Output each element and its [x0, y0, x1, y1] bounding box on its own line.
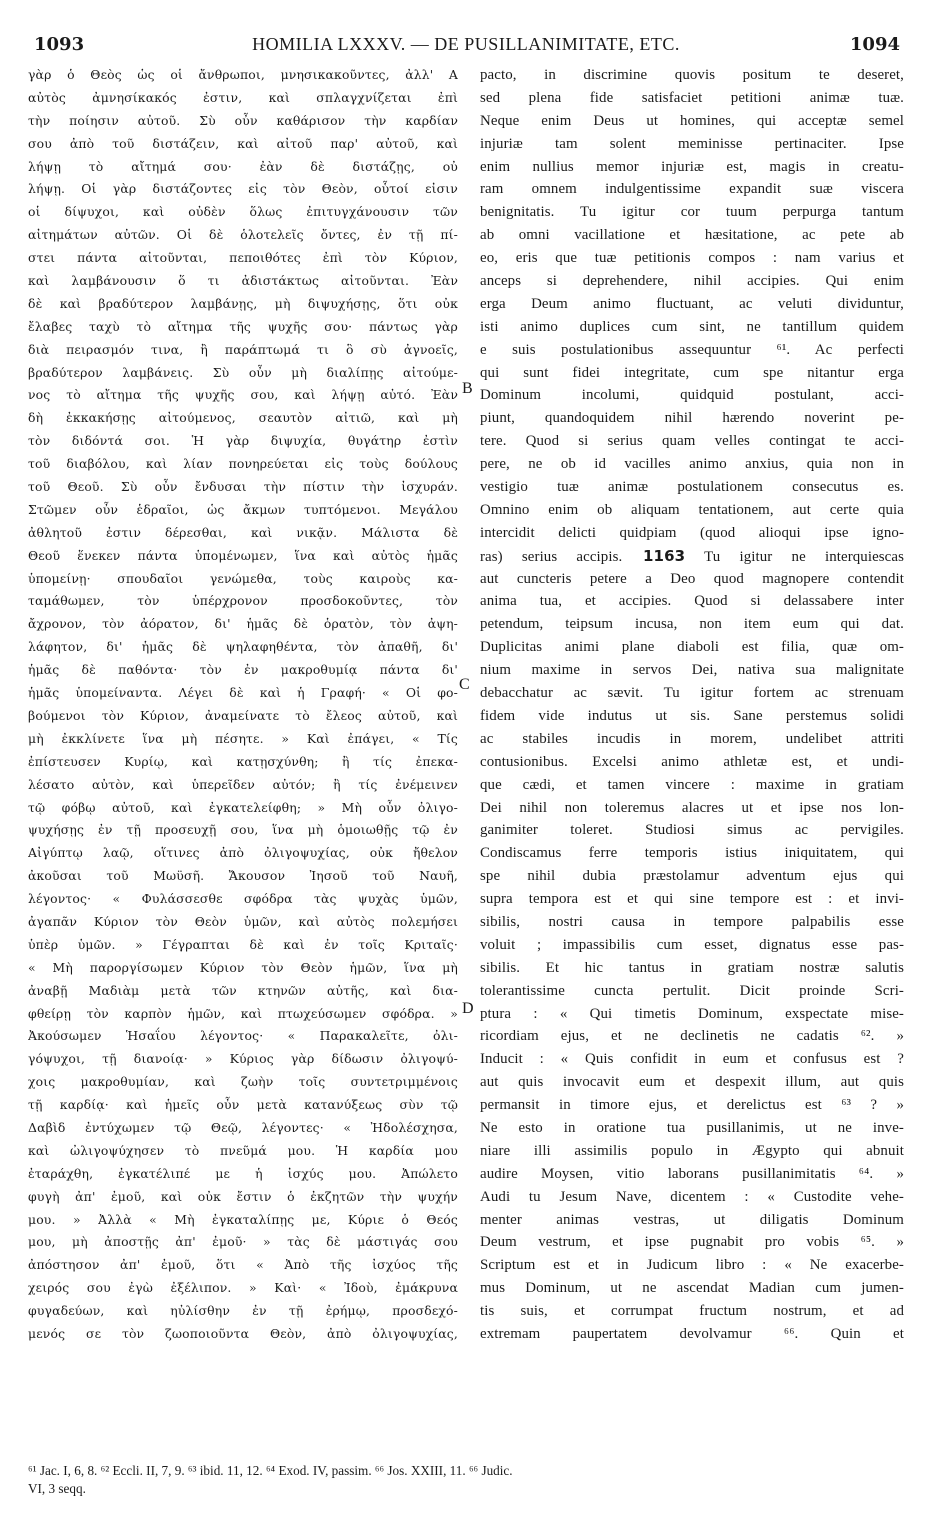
- greek-text-line: αἰτημάτων αὐτῶν. Οἱ δὲ ὁλοτελεῖς ὄντες, ἐν τῇ πί-: [28, 227, 458, 243]
- greek-text-line: φυγαδεύων, καὶ ηὐλίσθην ἐν τῇ ἐρήμῳ, προσδεχό-: [28, 1303, 458, 1319]
- column-marker: 1163: [622, 546, 686, 565]
- greek-text-line: Ἀκούσωμεν Ἡσαΐου λέγοντος· « Παρακαλεῖτε, ὀλι-: [28, 1028, 458, 1044]
- greek-text-line: δὴ ἐκκακήσῃς αἰτούμενος, σεαυτὸν αἰτιῶ, καὶ μὴ: [28, 410, 458, 426]
- greek-text-line: λάφητον, δι' ἡμᾶς δὲ ψηλαφηθέντα, τὸν ἀπαθῆ, δι': [28, 639, 458, 655]
- latin-text-line: Dominum incolumi, quidquid postulant, acci-: [480, 387, 904, 404]
- greek-text-line: οἱ δίψυχοι, καὶ οὐδὲν ὅλως ἐπιτυγχάνουσιν τῶν: [28, 204, 458, 220]
- latin-text-line: sed plena fide satisfaciet petitioni animæ tuæ.: [480, 89, 904, 106]
- latin-text-line: voluit ; impassibilis cum esset, dignatus esse pas-: [480, 936, 904, 953]
- footnote-line: VI, 3 seqq.: [28, 1481, 86, 1496]
- latin-text-line: ac stabiles incudis in morem, undelibet attriti: [480, 730, 904, 747]
- greek-text-line: ταμάθωμεν, τὸν ὑπέρχρονον προσδοκοῦντες, τὸν: [28, 593, 458, 609]
- latin-text-line: ab omni vacillatione et hæsitatione, ac pete ab: [480, 227, 904, 244]
- greek-text-line: γόψυχοι, τῇ διανοίᾳ· » Κύριος γὰρ δίδωσιν ὀλιγοψύ-: [28, 1051, 458, 1067]
- latin-text-line: pere, ne ob id vacilles animo anxius, quia non in: [480, 456, 904, 473]
- greek-text-line: αὐτὸς ἀμνησίκακός ἐστιν, καὶ σπλαγχνίζεται ἐπὶ: [28, 89, 458, 105]
- latin-text-line: qui sunt fidei integritate, cum spe nitantur erga: [480, 364, 904, 381]
- latin-text-line: contusionibus. Excelsi animo athletæ est, et undi-: [480, 753, 904, 770]
- greek-text-line: μὴ ἐκκλίνετε ἵνα μὴ πέσητε. » Καὶ ἐπάγει, « Τίς: [28, 730, 458, 746]
- latin-text-line: tolerantissime cuncta pertulit. Dicit proinde Scri-: [480, 982, 904, 999]
- greek-text-line: ἀκοῦσαι τοῦ Μωϋσῆ. Ἄκουσον Ἰησοῦ τοῦ Ναυῆ,: [28, 868, 458, 884]
- latin-text-line: Scriptum est et in Judicum libro : « Ne exacerbe-: [480, 1257, 904, 1274]
- greek-text-line: ἀθλητοῦ ἐστιν δέρεσθαι, καὶ νικᾷν. Μάλιστα δὲ: [28, 524, 458, 540]
- greek-text-line: τῇ καρδίᾳ· καὶ ἡμεῖς οὖν μετὰ κατανύξεως σὺν τῷ: [28, 1097, 458, 1113]
- latin-text-line: Deum vestrum, et ipse pugnabit pro vobis ⁶⁵. »: [480, 1234, 904, 1251]
- greek-text-line: χοις μακροθυμίαν, καὶ ζωὴν τοῖς συντετριμμένοις: [28, 1074, 458, 1090]
- latin-text-line: ganimiter toleret. Studiosi simus ac pervigiles.: [480, 822, 904, 839]
- latin-line-tail: Tu igitur ne interquiescas: [685, 548, 904, 565]
- greek-text-line: στει πάντα αἰτοῦνται, πεποιθότες ἐπὶ τὸν Κύριον,: [28, 250, 458, 266]
- latin-text-line: permansit in timore ejus, et derelictus est ⁶³ ? »: [480, 1097, 904, 1114]
- latin-text-line: piunt, quandoquidem nihil hærendo noverint pe-: [480, 410, 904, 427]
- latin-text-line: injuriæ tam solent meminisse pertinaciter. Ipse: [480, 135, 904, 152]
- margin-letter-c: C: [459, 676, 470, 693]
- latin-text-line: Condiscamus ferre temporis istius iniquitatem, qui: [480, 845, 904, 862]
- greek-text-line: Στῶμεν οὖν ἑδραῖοι, ὡς ἄκμων τυπτόμενοι. Μεγάλου: [28, 501, 458, 517]
- page-header: [28, 34, 904, 60]
- greek-text-line: ἐταράχθη, ἐγκατέλιπέ με ἡ ἰσχύς μου. Ἀπώλετο: [28, 1165, 458, 1181]
- greek-text-line: σου ἀπὸ τοῦ διστάζειν, καὶ αἰτοῦ παρ' αὐτοῦ, καὶ: [28, 135, 458, 151]
- greek-text-line: λήψῃ. Οἱ γὰρ διστάζοντες εἰς τὸν Θεὸν, οὗτοί εἰσιν: [28, 181, 458, 197]
- latin-text-line: benignitatis. Tu igitur cor tuum perpurga tantum: [480, 204, 904, 221]
- latin-text-line: tere. Quod si serius quam velles contingat te acci-: [480, 433, 904, 450]
- greek-text-line: Αἰγύπτῳ λαῷ, οἵτινες ἀπὸ ὀλιγοψυχίας, οὐκ ἤθελον: [28, 845, 458, 861]
- footnote-line: ⁶¹ Jac. I, 6, 8. ⁶² Eccli. II, 7, 9. ⁶³ ibid. 11, 12. ⁶⁴ Exod. IV, passim. ⁶⁶ Jos. XXIII, 11. ⁶⁶ Judic.: [28, 1463, 513, 1478]
- latin-text-line: Inducit : « Quis confidit in eum et confusus est ?: [480, 1051, 904, 1068]
- greek-text-line: καὶ λαμβάνουσιν ὅ τι ἀδιστάκτως αἰτοῦνται. Ἐὰν: [28, 273, 458, 289]
- latin-text-line: supra tempora est et qui sine tempore est : et invi-: [480, 891, 904, 908]
- greek-text-line: λέγοντος· « Φυλάσσεσθε σφόδρα τὰς ψυχὰς ὑμῶν,: [28, 891, 458, 907]
- greek-text-line: τοῦ διαβόλου, καὶ λίαν πονηρεύεται εἰς τοὺς δούλους: [28, 456, 458, 472]
- latin-text-line: sibilis, nostri causa in tempore palpabilis esse: [480, 913, 904, 930]
- latin-text-line: Neque enim Deus ut homines, qui acceptæ semel: [480, 112, 904, 129]
- greek-text-line: ὑπὲρ ὑμῶν. » Γέγραπται δὲ καὶ ἐν τοῖς Κριταῖς·: [28, 936, 458, 952]
- latin-text-line: vestigio tuæ animæ postulationem consecutus es.: [480, 479, 904, 496]
- greek-text-line: καὶ ὠλιγοψύχησεν τὸ πνεῦμά μου. Ἡ καρδία μου: [28, 1142, 458, 1158]
- latin-text-line: aut cuncteris petere a Deo quod magnopere contendit: [480, 570, 904, 587]
- greek-text-line: μενός σε τὸν ζωοποιοῦντα Θεὸν, ἀπὸ ὀλιγοψυχίας,: [28, 1325, 458, 1341]
- greek-text-line: μου. » Ἀλλὰ « Μὴ ἐγκαταλίπῃς με, Κύριε ὁ Θεός: [28, 1211, 458, 1227]
- greek-text-line: τὸν διδόντά σοι. Ἡ γὰρ διψυχία, θυγάτηρ ἐστὶν: [28, 433, 458, 449]
- latin-text-line: intercidit delicti quidpiam (quod alioqui ipse igno-: [480, 524, 904, 541]
- latin-text-line: niare illi assimilis populo in Ægypto qui abnuit: [480, 1142, 904, 1159]
- greek-text-line: τῷ φόβῳ αὐτοῦ, καὶ ἐγκατελείφθη; » Μὴ οὖν ὀλιγο-: [28, 799, 458, 815]
- margin-letter-d: D: [462, 1000, 474, 1017]
- greek-text-line: ἀναβῇ Μαδιὰμ μετὰ τῶν κτηνῶν αὐτῆς, καὶ δια-: [28, 982, 458, 998]
- latin-text-line: isti animo duplices cum sint, ne tantillum quidem: [480, 318, 904, 335]
- latin-text-line: Audi tu Jesum Nave, dicentem : « Custodite vehe-: [480, 1188, 904, 1205]
- greek-text-line: λήψῃ τὸ αἴτημά σου· ἐὰν δὲ διστάζῃς, οὐ: [28, 158, 458, 174]
- greek-text-line: τὴν ποίησιν αὐτοῦ. Σὺ οὖν καθάρισον τὴν καρδίαν: [28, 112, 458, 128]
- latin-text-line: Dei nihil non toleremus alacres ut et ipse nos lon-: [480, 799, 904, 816]
- latin-text-line: ram omnem indulgentissime expandit suæ viscera: [480, 181, 904, 198]
- latin-text-line: tis suis, et corrumpat fructum nostrum, et ad: [480, 1303, 904, 1320]
- greek-text-line: Θεοῦ ἕνεκεν πάντα ὑπομένωμεν, ἵνα καὶ αὐτὸς ἡμᾶς: [28, 547, 458, 563]
- latin-text-line: anima tua, et accipies. Quod si delassabere inter: [480, 593, 904, 610]
- greek-text-line: φθείρῃ τὸν καρπὸν ἡμῶν, καὶ πτωχεύσωμεν σφόδρα. »: [28, 1005, 458, 1021]
- greek-text-line: λέσατο αὐτὸν, καὶ ὑπερεῖδεν αὐτόν; ἢ τίς ἐνέμεινεν: [28, 776, 458, 792]
- latin-text-line: menter animas vestras, ut diligatis Dominum: [480, 1211, 904, 1228]
- margin-letter-b: B: [462, 380, 473, 397]
- latin-text-line: extremam paupertatem devolvamur ⁶⁶. Quin et: [480, 1325, 904, 1342]
- greek-text-line: ψυχήσῃς ἐν τῇ προσευχῇ σου, ἵνα μὴ ὁμοιωθῇς τῷ ἐν: [28, 822, 458, 838]
- latin-text-line: petendum, teipsum incusa, non item eum qui dat.: [480, 616, 904, 633]
- greek-text-line: γὰρ ὁ Θεὸς ὡς οἱ ἄνθρωποι, μνησικακοῦντες, ἀλλ' A: [28, 67, 458, 82]
- footnotes: [28, 1462, 908, 1498]
- greek-text-line: ἄχρονον, τὸν ἀόρατον, δι' ἡμᾶς δὲ ὁρατὸν, τὸν ἀψη-: [28, 616, 458, 632]
- latin-text-line: anceps si deprehendere, nihil accipies. Qui enim: [480, 273, 904, 290]
- latin-text-line: erga Deum animo fluctuant, ac veluti dividuntur,: [480, 295, 904, 312]
- greek-text-line: ὑπομείνῃ· σπουδαῖοι γενώμεθα, τοὺς καιροὺς κα-: [28, 570, 458, 586]
- latin-text-line: Duplicitas animi plane diaboli est filia, quæ om-: [480, 639, 904, 656]
- latin-text-line: ricordiam ejus, et ne declinetis ne cadatis ⁶². »: [480, 1028, 904, 1045]
- greek-text-line: ἔλαβες ταχὺ τὸ αἴτημα τῆς ψυχῆς σου· πάντως γὰρ: [28, 318, 458, 334]
- latin-column: [480, 64, 904, 1346]
- latin-text-line: spe nihil dubia præstolamur adventum ejus qui: [480, 868, 904, 885]
- greek-text-line: χειρός σου ἐγὼ ἐξέλιπον. » Καὶ· « Ἰδοὺ, ἐμάκρυνα: [28, 1280, 458, 1296]
- greek-text-line: ἡμᾶς δὲ παθόντα· τὸν ἐν μακροθυμίᾳ πάντα δι': [28, 662, 458, 678]
- latin-text-line: Ne esto in oratione tua pusillanimis, ut ne inve-: [480, 1119, 904, 1136]
- greek-column: [28, 64, 458, 1346]
- latin-text-line: mus Dominum, ut ne ascendat Madian cum jumen-: [480, 1280, 904, 1297]
- greek-text-line: μου, μὴ ἀποστῇς ἀπ' ἐμοῦ· » τὰς δὲ μάστιγάς σου: [28, 1234, 458, 1250]
- latin-text-line: ras) serius accipis. 1163 Tu igitur ne interquiescas: [480, 546, 904, 565]
- latin-text-line: Omnino enim ob aliquam tentationem, aut certe quia: [480, 501, 904, 518]
- latin-text-line: enim nullius memor injuriæ est, magis in creatu-: [480, 158, 904, 175]
- latin-text-line: ptura : « Qui timetis Dominum, exspectate mise-: [480, 1005, 904, 1022]
- greek-text-line: Δαβὶδ ἐντύχωμεν τῷ Θεῷ, λέγοντες· « Ἠδολέσχησα,: [28, 1119, 458, 1135]
- greek-text-line: ἡμᾶς ὑπομείναντα. Λέγει δὲ καὶ ἡ Γραφή· « Οἱ φο-: [28, 685, 458, 701]
- greek-text-line: ἀγαπᾶν Κύριον τὸν Θεὸν ὑμῶν, καὶ αὐτὸς πολεμήσει: [28, 913, 458, 929]
- latin-text-line: nium maxime in servos Dei, nativa sua malignitate: [480, 662, 904, 679]
- greek-text-line: νος τὸ αἴτημα τῆς ψυχῆς σου, καὶ λήψῃ αὐτό. Ἐὰν: [28, 387, 458, 403]
- greek-text-line: « Μὴ παροργίσωμεν Κύριον τὸν Θεὸν ἡμῶν, ἵνα μὴ: [28, 959, 458, 975]
- greek-text-line: τοῦ Θεοῦ. Σὺ οὖν ἔνδυσαι τὴν πίστιν τὴν ἰσχυράν.: [28, 479, 458, 495]
- greek-text-line: βούμενοι τὸν Κύριον, ἀναμείνατε τὸ ἔλεος αὐτοῦ, καὶ: [28, 707, 458, 723]
- greek-text-line: φυγὴ ἀπ' ἐμοῦ, καὶ οὐκ ἔστιν ὁ ἐκζητῶν τὴν ψυχήν: [28, 1188, 458, 1204]
- greek-text-line: βραδύτερον λαμβάνεις. Σὺ οὖν μὴ διαλίπῃς αἰτούμε-: [28, 364, 458, 380]
- latin-text-line: e suis postulationibus assequuntur ⁶¹. Ac perfecti: [480, 341, 904, 358]
- greek-text-line: διὰ πειρασμόν τινα, ἢ παράπτωμά τι ὃ σὺ ἀγνοεῖς,: [28, 341, 458, 357]
- page-number-right: 1094: [849, 34, 900, 55]
- greek-text-line: ἐπίστευσεν Κυρίῳ, καὶ κατῃσχύνθη; ἢ τίς ἐπεκα-: [28, 753, 458, 769]
- latin-text-line: eo, eris que tuæ petitionis compos : nam varius et: [480, 250, 904, 267]
- latin-text-line: debacchatur ac sævit. Tu igitur fortem ac strenuam: [480, 685, 904, 702]
- page-number-left: 1093: [34, 34, 85, 55]
- greek-text-line: δὲ καὶ βραδύτερον λαμβάνῃς, μὴ διψυχήσῃς, ὅτι οὐκ: [28, 295, 458, 311]
- latin-text-line: aut quis invocavit eum et despexit illum, aut quis: [480, 1074, 904, 1091]
- running-title: HOMILIA LXXXV. — DE PUSILLANIMITATE, ETC.: [252, 34, 680, 54]
- latin-text-line: fidem vide indutus ut sis. Sane perstemus solidi: [480, 707, 904, 724]
- greek-text-line: ἀπόστησον ἀπ' ἐμοῦ, ὅτι « Ἀπὸ τῆς ἰσχύος τῆς: [28, 1257, 458, 1273]
- latin-text-line: sibilis. Et hic tantus in gratiam nostræ salutis: [480, 959, 904, 976]
- latin-text-line: pacto, in discrimine quovis positum te deseret,: [480, 67, 904, 83]
- latin-text-line: audire Moysen, vitio laborans pusillanimitatis ⁶⁴. »: [480, 1165, 904, 1182]
- latin-text-line: que cædi, et tamen vincere : maxime in gratiam: [480, 776, 904, 793]
